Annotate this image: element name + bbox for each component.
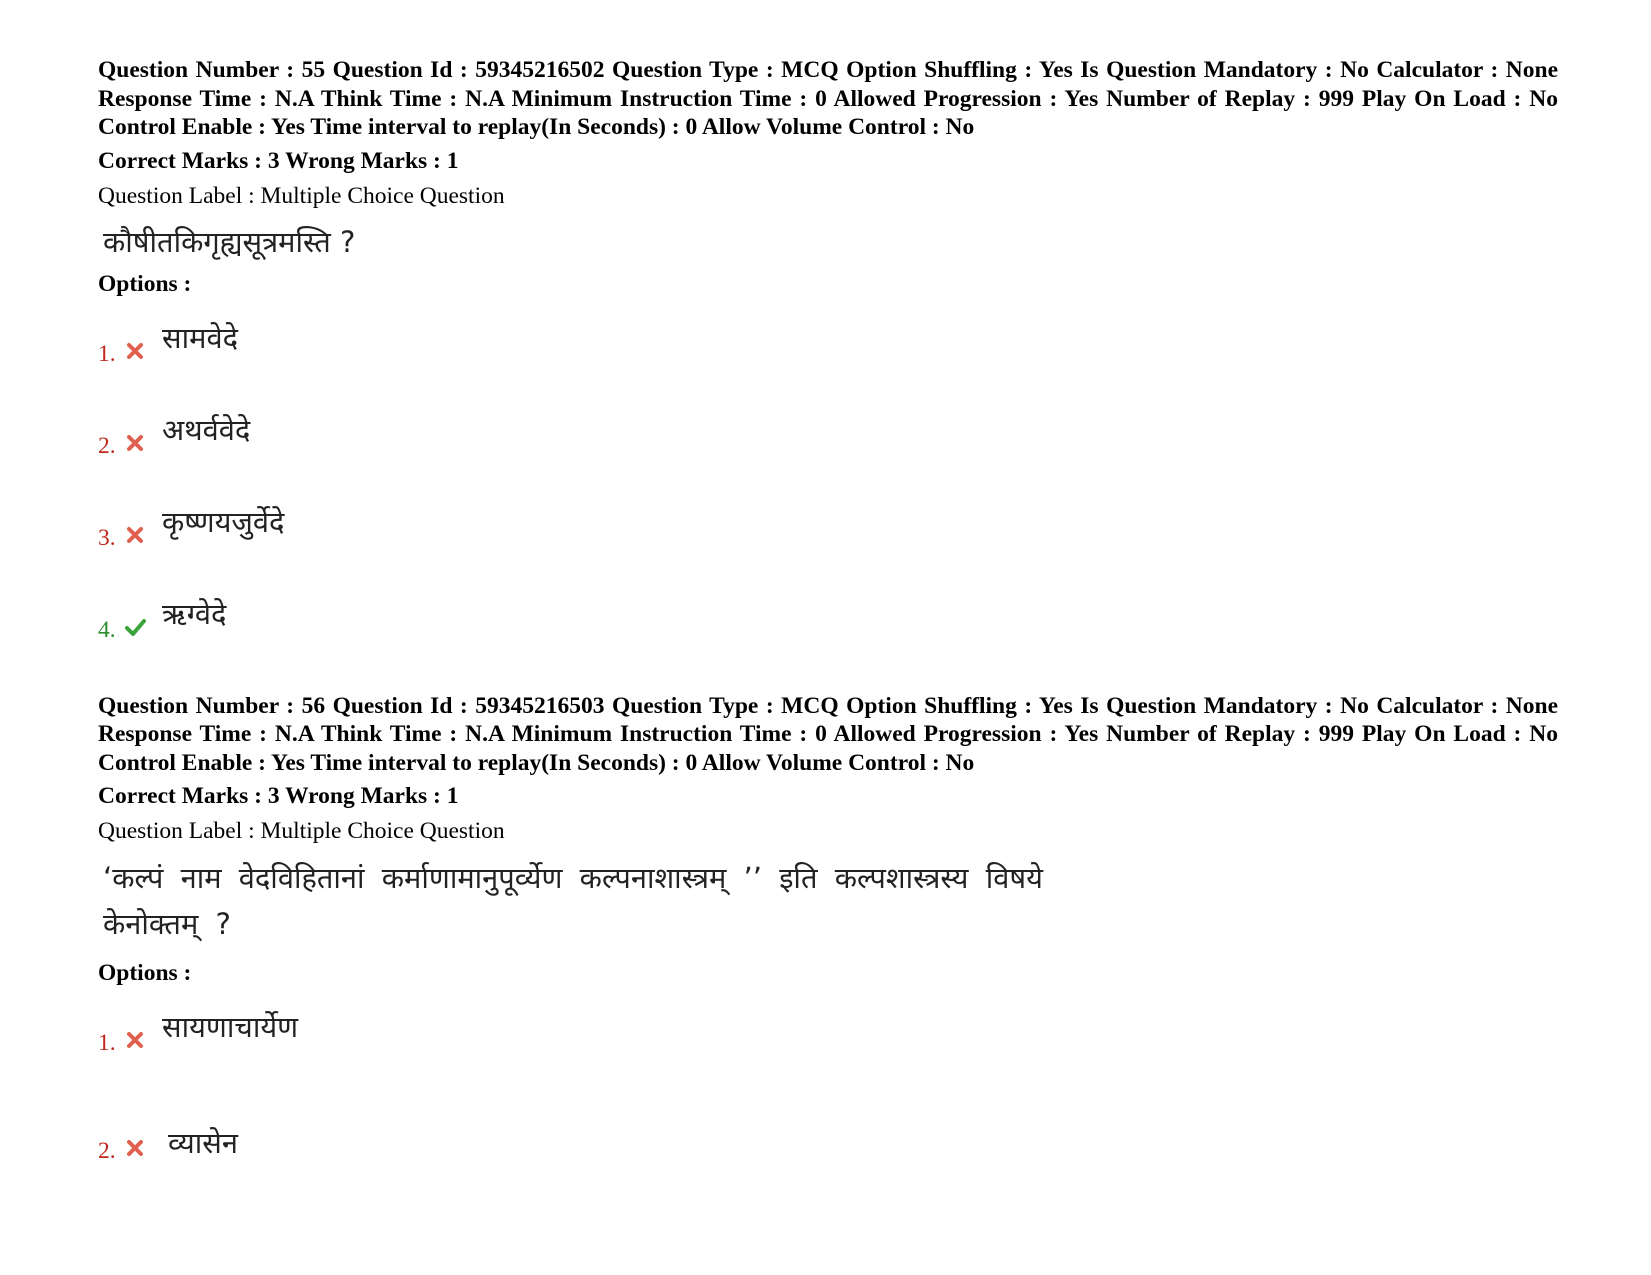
option-number: 2. (98, 432, 116, 459)
question-marks: Correct Marks : 3 Wrong Marks : 1 (98, 783, 459, 809)
cross-icon (124, 432, 146, 454)
option-text: व्यासेन (168, 1126, 238, 1160)
check-icon (124, 616, 146, 638)
option-number: 2. (98, 1138, 116, 1164)
question-label: Question Label : Multiple Choice Question (98, 182, 505, 209)
option-number: 4. (98, 616, 116, 643)
options-list (98, 318, 1558, 686)
question-meta: Question Number : 55 Question Id : 59345216502 Question Type : MCQ Option Shuffling : Yes Is Question Mandatory : No Calculator : None Response Time : N.A Think Time : N.A Minimum Instruction Time : 0 Allowed Progression : Yes Number of Replay : 999 Play On Load : No Control Enable : Yes Time interval to replay(In Seconds) : 0 Allow Volume Control : No (98, 57, 1558, 140)
question-label: Question Label : Multiple Choice Question (98, 818, 505, 844)
option-text: कृष्णयजुर्वेदे (162, 504, 285, 539)
option-2 (98, 410, 1558, 502)
option-text: अथर्ववेदे (162, 412, 251, 447)
option-3 (98, 502, 1558, 594)
option-text: सामवेदे (162, 320, 238, 355)
question-marks: Correct Marks : 3 Wrong Marks : 1 (98, 147, 459, 174)
cross-icon (124, 524, 146, 546)
options-list (98, 1007, 1558, 1223)
option-1 (98, 1007, 1558, 1115)
cross-icon (124, 1137, 146, 1159)
question-meta: Question Number : 56 Question Id : 59345216503 Question Type : MCQ Option Shuffling : Yes Is Question Mandatory : No Calculator : None Response Time : N.A Think Time : N.A Minimum Instruction Time : 0 Allowed Progression : Yes Number of Replay : 999 Play On Load : No Control Enable : Yes Time interval to replay(In Seconds) : 0 Allow Volume Control : No (98, 692, 1558, 776)
question-56 (98, 692, 1558, 1224)
option-1 (98, 318, 1558, 410)
option-text: ऋग्वेदे (162, 596, 227, 631)
cross-icon (124, 1029, 146, 1051)
options-label: Options : (98, 270, 192, 297)
cross-icon (124, 340, 146, 362)
question-stem: कौषीतकिगृह्यसूत्रमस्ति ? (103, 224, 356, 259)
option-2 (98, 1115, 1558, 1223)
option-number: 1. (98, 1030, 116, 1056)
document-page (98, 56, 1558, 1223)
options-label: Options : (98, 960, 192, 986)
option-4 (98, 594, 1558, 686)
option-text: सायणाचार्येण (162, 1010, 299, 1044)
option-number: 1. (98, 340, 116, 367)
question-55 (98, 56, 1558, 686)
option-number: 3. (98, 524, 116, 551)
question-stem: ‘कल्पं नाम वेदविहितानां कर्माणामानुपूर्व्येण कल्पनाशास्त्रम् ’’ इति कल्पशास्त्रस्य विषये केनोक्तम् ? (103, 861, 1043, 941)
